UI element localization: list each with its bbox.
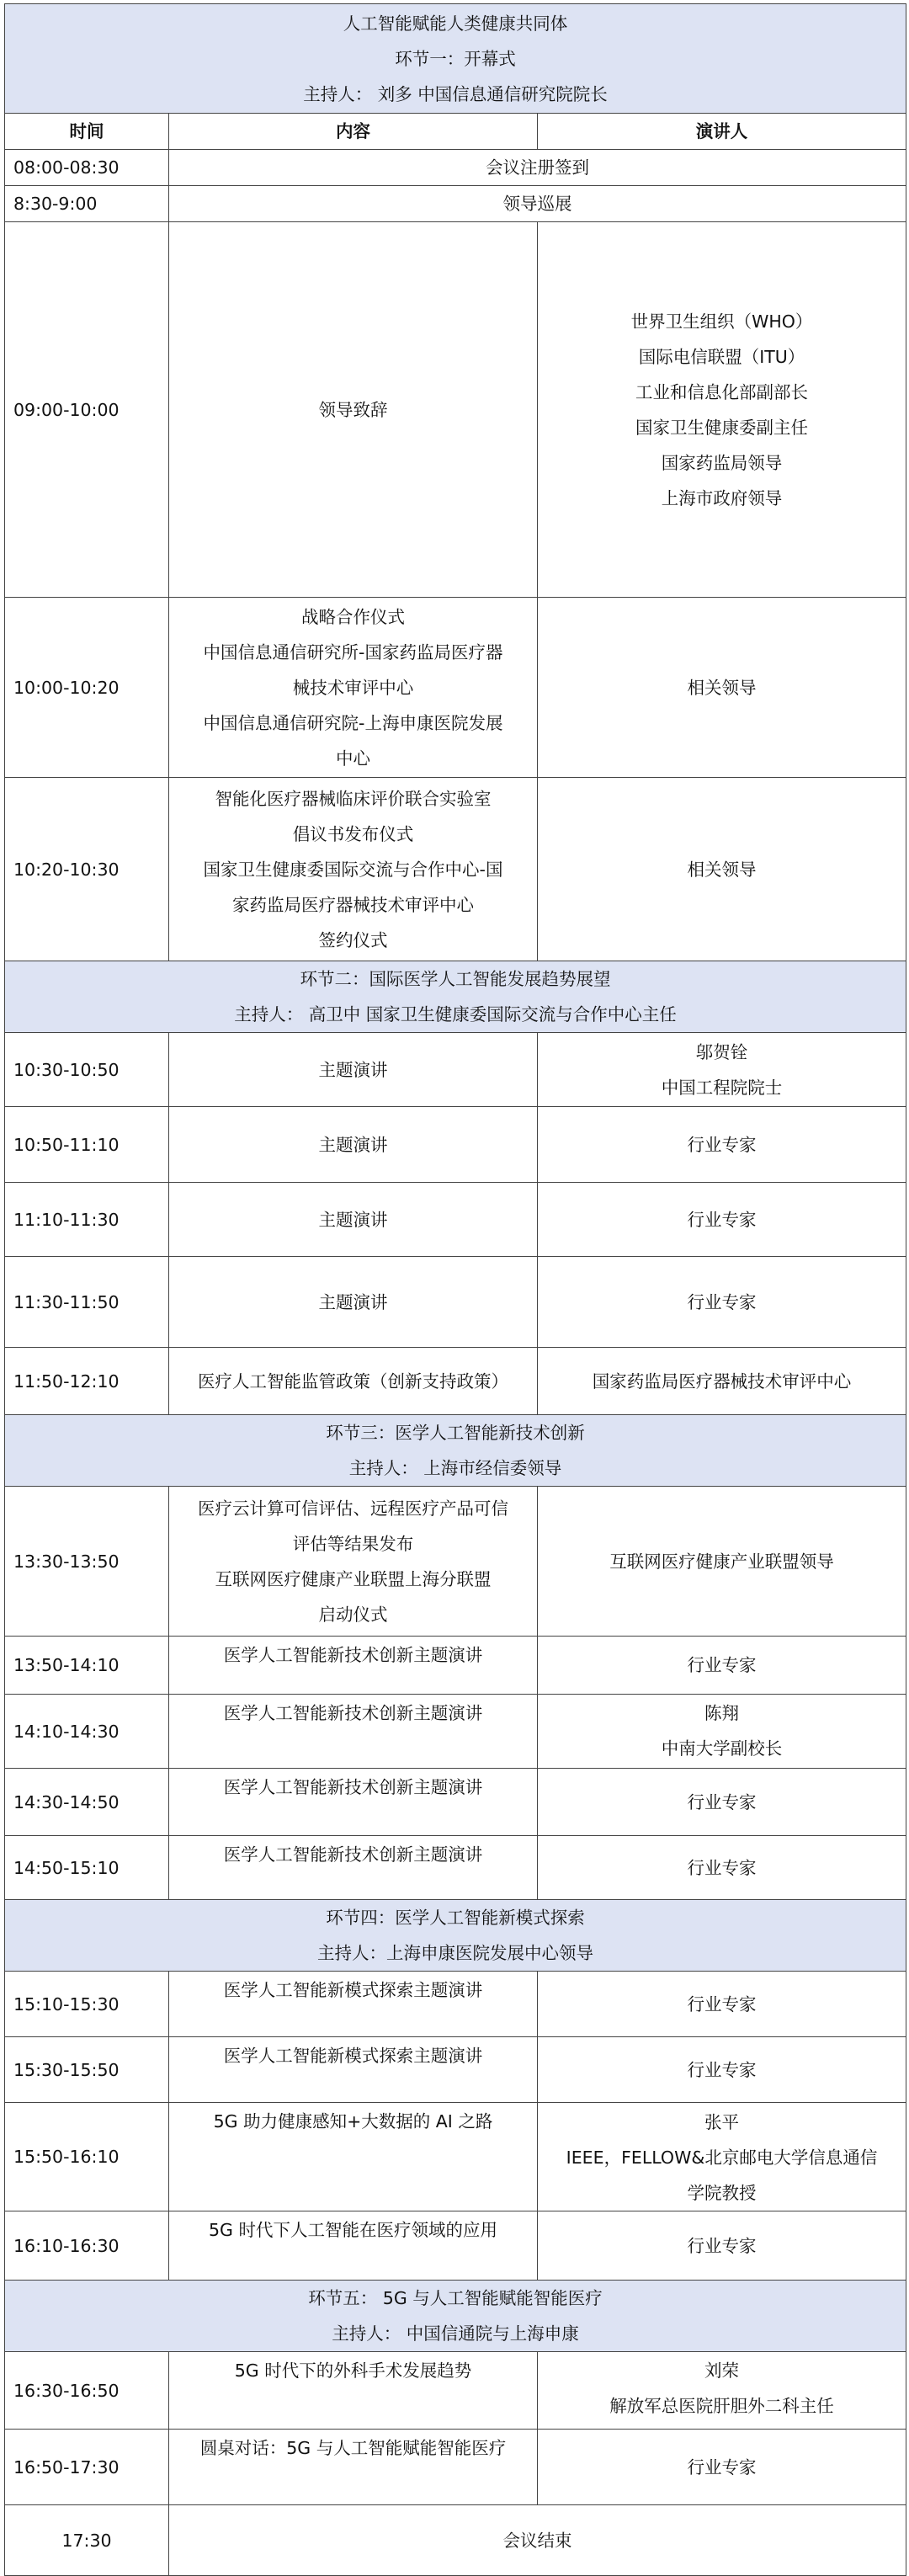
agenda-row: [5, 2037, 906, 2103]
speaker-lines: [538, 222, 906, 597]
content-line: 领导致辞: [318, 399, 388, 420]
session-title: 环节五： 5G 与人工智能赋能智能医疗: [308, 2288, 603, 2308]
session-title: 环节一：开幕式: [395, 48, 516, 69]
speaker-lines: [538, 2430, 906, 2504]
agenda-row: [5, 2103, 906, 2211]
session-title: 环节三：医学人工智能新技术创新: [326, 1423, 585, 1443]
agenda-row: [5, 1107, 906, 1183]
time-cell: 10:00-10:20: [5, 598, 169, 778]
speaker-line: 行业专家: [687, 1857, 757, 1878]
content-cell: [169, 598, 538, 778]
content-line: 战略合作仪式: [301, 606, 405, 627]
merged-content-cell: 会议注册签到: [169, 150, 906, 186]
speaker-lines: [538, 1487, 906, 1636]
content-cell: [169, 1769, 538, 1836]
content-line: 主题演讲: [318, 1209, 388, 1230]
time-cell: 8:30-9:00: [5, 186, 169, 222]
speaker-cell: [538, 598, 906, 778]
speaker-line: 行业专家: [687, 2456, 757, 2478]
speaker-line: 相关领导: [687, 677, 757, 698]
speaker-lines: [538, 1107, 906, 1182]
speaker-line: 国家药监局领导: [661, 452, 783, 473]
content-lines: [169, 1257, 537, 1347]
content-line: 圆桌对话：5G 与人工智能赋能智能医疗: [199, 2438, 507, 2458]
speaker-cell: [538, 1769, 906, 1836]
speaker-lines: [538, 2211, 906, 2280]
speaker-line: 国际电信联盟（ITU）: [638, 346, 805, 367]
session-banner: [5, 1415, 906, 1487]
speaker-line: 中南大学副校长: [661, 1738, 783, 1759]
agenda-row: [5, 2352, 906, 2430]
time-cell: 10:20-10:30: [5, 778, 169, 961]
content-line: 倡议书发布仪式: [292, 823, 414, 844]
content-lines: [169, 2036, 537, 2103]
speaker-line: 行业专家: [687, 1993, 757, 2014]
speaker-lines: [538, 1183, 906, 1256]
content-cell: [169, 222, 538, 598]
session-host: 主持人： 刘多 中国信息通信研究院院长: [303, 83, 608, 104]
agenda-row: [5, 1257, 906, 1348]
speaker-lines: [538, 1033, 906, 1106]
content-cell: [169, 2211, 538, 2281]
conference-title: 人工智能赋能人类健康共同体: [343, 13, 568, 34]
agenda-row: [5, 2430, 906, 2505]
speaker-lines: [538, 598, 906, 777]
speaker-line: 工业和信息化部副部长: [635, 381, 808, 402]
merged-content-cell: 会议结束: [169, 2505, 906, 2576]
speaker-lines: [538, 1694, 906, 1769]
agenda-row: [5, 186, 906, 222]
content-line: 中心: [336, 748, 370, 769]
time-cell: 14:30-14:50: [5, 1769, 169, 1836]
agenda-row: [5, 150, 906, 186]
content-lines: [169, 1971, 537, 2037]
speaker-line: 行业专家: [687, 2059, 757, 2080]
speaker-cell: [538, 1183, 906, 1257]
speaker-line: 相关领导: [687, 859, 757, 880]
agenda-body: [5, 4, 906, 2576]
time-cell: 16:50-17:30: [5, 2430, 169, 2505]
content-line: 主题演讲: [318, 1134, 388, 1155]
speaker-lines: [538, 2103, 906, 2211]
content-cell: [169, 1107, 538, 1183]
agenda-row: [5, 778, 906, 961]
speaker-line: 陈翔: [704, 1703, 739, 1723]
time-cell: 10:50-11:10: [5, 1107, 169, 1183]
session-title: 环节四：医学人工智能新模式探索: [326, 1908, 585, 1928]
content-line: 中国信息通信研究所-国家药监局医疗器: [203, 641, 503, 663]
speaker-cell: [538, 2430, 906, 2505]
agenda-row: [5, 2505, 906, 2576]
speaker-lines: [538, 2351, 906, 2430]
speaker-cell: [538, 1972, 906, 2037]
time-cell: 13:30-13:50: [5, 1487, 169, 1637]
content-cell: [169, 2352, 538, 2430]
speaker-line: 国家药监局医疗器械技术审评中心: [592, 1370, 852, 1392]
content-cell: [169, 2430, 538, 2505]
agenda-row: [5, 222, 906, 598]
session-host: 主持人： 上海市经信委领导: [348, 1458, 562, 1478]
content-cell: [169, 1348, 538, 1415]
agenda-row: [5, 1487, 906, 1637]
speaker-cell: [538, 2352, 906, 2430]
session-title: 环节二：国际医学人工智能发展趋势展望: [300, 969, 611, 989]
content-lines: [169, 2211, 537, 2281]
speaker-line: 行业专家: [687, 1291, 757, 1312]
session-host: 主持人： 中国信通院与上海申康: [332, 2323, 579, 2344]
content-line: 家药监局医疗器械技术审评中心: [232, 894, 474, 915]
speaker-lines: [538, 1637, 906, 1694]
content-lines: [169, 2351, 537, 2430]
session-banner: [5, 4, 906, 114]
content-line: 医疗人工智能监管政策（创新支持政策）: [198, 1370, 508, 1392]
content-line: 启动仪式: [318, 1604, 388, 1625]
speaker-cell: [538, 1348, 906, 1415]
time-cell: 16:30-16:50: [5, 2352, 169, 2430]
content-line: 国家卫生健康委国际交流与合作中心-国: [203, 859, 503, 880]
content-lines: [169, 1183, 537, 1256]
speaker-lines: [538, 1348, 906, 1414]
session-banner-cell: [5, 961, 906, 1033]
agenda-row: [5, 1183, 906, 1257]
content-cell: [169, 1972, 538, 2037]
speaker-cell: [538, 2103, 906, 2211]
content-lines: [169, 1835, 537, 1900]
content-line: 互联网医疗健康产业联盟上海分联盟: [215, 1568, 492, 1589]
time-cell: 09:00-10:00: [5, 222, 169, 598]
speaker-lines: [538, 2037, 906, 2102]
content-lines: [169, 1768, 537, 1836]
time-cell: 15:30-15:50: [5, 2037, 169, 2103]
speaker-cell: [538, 778, 906, 961]
time-cell: 15:10-15:30: [5, 1972, 169, 2037]
speaker-line: 行业专家: [687, 2235, 757, 2256]
column-header-row: [5, 114, 906, 150]
speaker-line: 行业专家: [687, 1791, 757, 1812]
speaker-cell: [538, 1695, 906, 1769]
agenda-row: [5, 2211, 906, 2281]
content-lines: [169, 1348, 537, 1414]
speaker-line: 邬贺铨: [695, 1041, 748, 1062]
speaker-line: 解放军总医院肝胆外二科主任: [609, 2396, 834, 2416]
content-line: 医学人工智能新技术创新主题演讲: [223, 1844, 483, 1865]
content-cell: [169, 1033, 538, 1107]
content-lines: [169, 778, 537, 961]
speaker-cell: [538, 2211, 906, 2281]
content-lines: [169, 1107, 537, 1182]
agenda-row: [5, 1033, 906, 1107]
agenda-row: [5, 1836, 906, 1900]
time-cell: 08:00-08:30: [5, 150, 169, 186]
content-cell: [169, 2103, 538, 2211]
content-line: 5G 时代下的外科手术发展趋势: [234, 2360, 472, 2381]
content-lines: [169, 1636, 537, 1695]
time-cell: 11:30-11:50: [5, 1257, 169, 1348]
content-line: 签约仪式: [318, 929, 388, 950]
speaker-cell: [538, 1637, 906, 1695]
speaker-line: 国家卫生健康委副主任: [635, 417, 808, 438]
content-lines: [169, 598, 537, 777]
speaker-cell: [538, 1257, 906, 1348]
content-cell: [169, 1637, 538, 1695]
speaker-lines: [538, 1769, 906, 1835]
column-header-speaker: 演讲人: [538, 114, 906, 150]
content-lines: [169, 1694, 537, 1769]
speaker-lines: [538, 1257, 906, 1347]
speaker-line: 中国工程院院士: [661, 1077, 783, 1098]
content-cell: [169, 1257, 538, 1348]
speaker-lines: [538, 1972, 906, 2036]
agenda-row: [5, 1972, 906, 2037]
session-banner: [5, 2281, 906, 2352]
content-line: 医学人工智能新模式探索主题演讲: [223, 1980, 483, 2000]
time-cell: 14:50-15:10: [5, 1836, 169, 1900]
speaker-line: 上海市政府领导: [661, 487, 783, 508]
content-line: 主题演讲: [318, 1291, 388, 1312]
content-line: 智能化医疗器械临床评价联合实验室: [215, 788, 492, 809]
speaker-cell: [538, 1033, 906, 1107]
content-line: 医学人工智能新技术创新主题演讲: [223, 1777, 483, 1797]
content-line: 医学人工智能新模式探索主题演讲: [223, 2046, 483, 2066]
content-line: 5G 时代下人工智能在医疗领域的应用: [209, 2220, 497, 2240]
content-cell: [169, 1487, 538, 1637]
session-host: 主持人：上海申康医院发展中心领导: [317, 1943, 593, 1963]
agenda-row: [5, 1769, 906, 1836]
speaker-line: 学院教授: [687, 2183, 757, 2203]
column-header-time: 时间: [5, 114, 169, 150]
content-line: 医学人工智能新技术创新主题演讲: [223, 1645, 483, 1665]
speaker-cell: [538, 1107, 906, 1183]
agenda-row: [5, 1637, 906, 1695]
session-banner: [5, 1900, 906, 1972]
content-lines: [169, 1487, 537, 1636]
speaker-cell: [538, 1487, 906, 1637]
content-lines: [169, 2102, 537, 2211]
session-banner-cell: [5, 2281, 906, 2352]
content-line: 中国信息通信研究院-上海申康医院发展: [203, 712, 503, 733]
time-cell: 16:10-16:30: [5, 2211, 169, 2281]
content-cell: [169, 1836, 538, 1900]
speaker-line: 张平: [704, 2112, 739, 2132]
content-line: 主题演讲: [318, 1059, 388, 1080]
speaker-cell: [538, 2037, 906, 2103]
speaker-cell: [538, 222, 906, 598]
content-lines: [169, 2429, 537, 2505]
session-banner-cell: [5, 1415, 906, 1487]
speaker-line: 刘荣: [704, 2360, 739, 2381]
speaker-lines: [538, 1836, 906, 1899]
content-line: 评估等结果发布: [292, 1533, 414, 1554]
speaker-line: IEEE，FELLOW&北京邮电大学信息通信: [566, 2148, 878, 2168]
time-cell: 15:50-16:10: [5, 2103, 169, 2211]
content-line: 医学人工智能新技术创新主题演讲: [223, 1703, 483, 1723]
time-cell: 13:50-14:10: [5, 1637, 169, 1695]
speaker-line: 互联网医疗健康产业联盟领导: [609, 1551, 834, 1572]
speaker-lines: [538, 778, 906, 961]
time-cell: 11:10-11:30: [5, 1183, 169, 1257]
content-cell: [169, 1183, 538, 1257]
content-line: 医疗云计算可信评估、远程医疗产品可信: [198, 1498, 508, 1519]
content-line: 5G 助力健康感知+大数据的 AI 之路: [213, 2111, 493, 2132]
speaker-cell: [538, 1836, 906, 1900]
session-banner: [5, 961, 906, 1033]
speaker-line: 世界卫生组织（WHO）: [630, 311, 813, 332]
content-lines: [169, 1033, 537, 1106]
content-line: 械技术审评中心: [292, 677, 414, 698]
session-banner-cell: [5, 4, 906, 114]
merged-content-cell: 领导巡展: [169, 186, 906, 222]
agenda-table: [4, 3, 906, 2576]
column-header-content: 内容: [169, 114, 538, 150]
content-cell: [169, 1695, 538, 1769]
time-cell: 14:10-14:30: [5, 1695, 169, 1769]
speaker-line: 行业专家: [687, 1134, 757, 1155]
speaker-line: 行业专家: [687, 1655, 757, 1675]
session-banner-cell: [5, 1900, 906, 1972]
time-cell: 11:50-12:10: [5, 1348, 169, 1415]
time-cell: 17:30: [5, 2505, 169, 2576]
agenda-row: [5, 1695, 906, 1769]
session-host: 主持人： 高卫中 国家卫生健康委国际交流与合作中心主任: [234, 1004, 677, 1025]
time-cell: 10:30-10:50: [5, 1033, 169, 1107]
speaker-line: 行业专家: [687, 1209, 757, 1230]
content-cell: [169, 2037, 538, 2103]
content-lines: [169, 222, 537, 597]
content-cell: [169, 778, 538, 961]
agenda-row: [5, 1348, 906, 1415]
agenda-row: [5, 598, 906, 778]
